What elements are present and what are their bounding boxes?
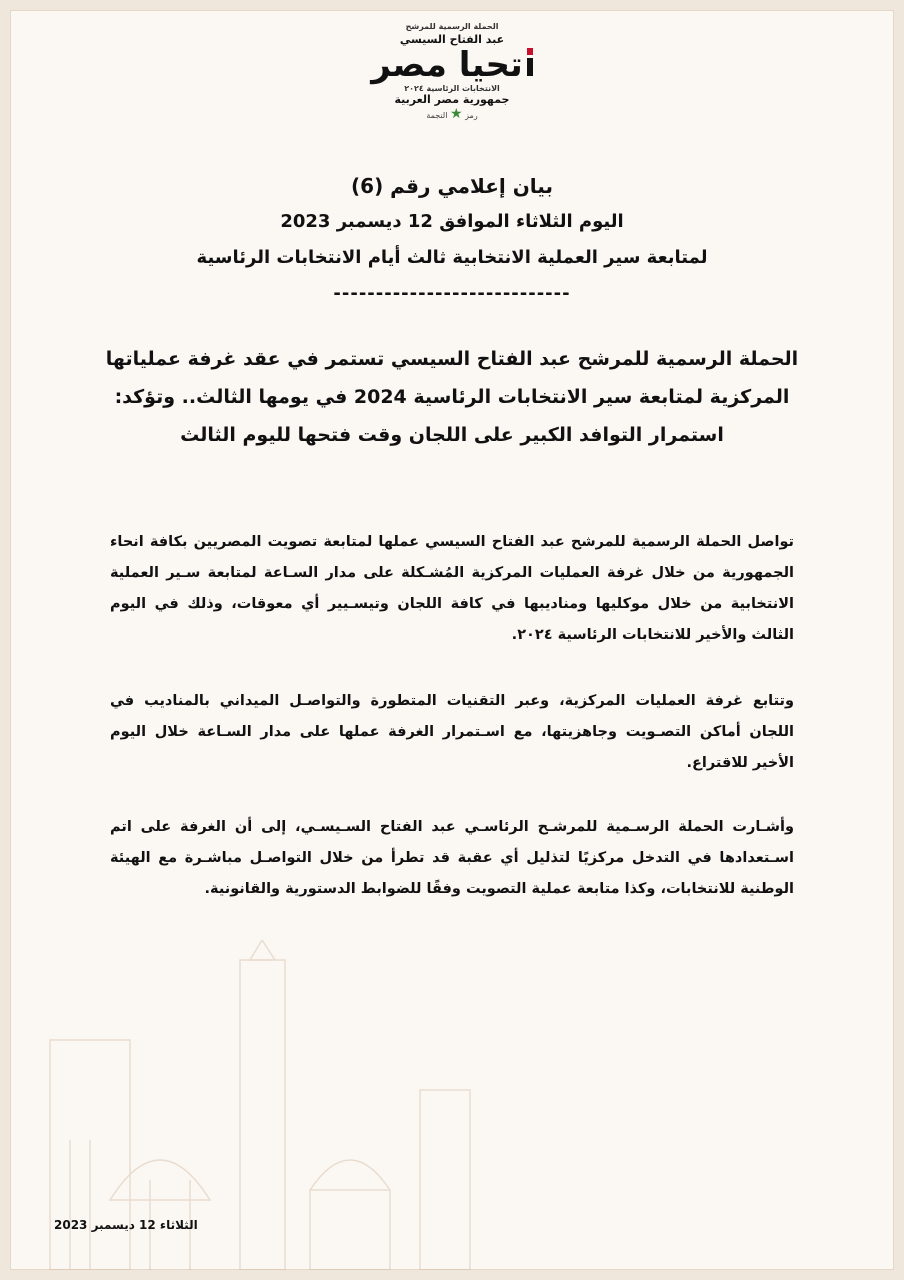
logo-campaign-line: الحملة الرسمية للمرشح xyxy=(405,22,499,31)
logo-slogan: تحيا مصر xyxy=(371,45,523,85)
logo-candidate-name: عبد الفتاح السيسي xyxy=(399,33,505,46)
campaign-logo xyxy=(352,22,552,122)
statement-date: اليوم الثلاثاء الموافق 12 ديسمبر 2023 xyxy=(280,211,624,232)
logo-slogan-wrap xyxy=(352,46,552,84)
lead-headline: الحملة الرسمية للمرشح عبد الفتاح السيسي تستمر في عقد غرفة عملياتها المركزية لمتابعة سير الانتخابات الرئاسية 2024 في يومها الثالث.. وتؤكد: استمرار التوافد الكبير على اللجان وقت فتحها لليوم الثالث xyxy=(105,348,799,446)
body-paragraph-2: وتتابع غرفة العمليات المركزية، وعبر التقنيات المتطورة والتواصـل الميداني بالمناديب في اللجان أماكن التصـويت وجاهزيتها، مع اسـتمرار الغرفة عملها على مدار السـاعة خلال اليوم الأخير للاقتراع. xyxy=(110,693,794,771)
statement-subject: لمتابعة سير العملية الانتخابية ثالث أيام الانتخابات الرئاسية xyxy=(196,247,708,268)
symbol-label: رمز xyxy=(465,111,478,120)
body-paragraph-3: وأشـارت الحملة الرسـمية للمرشـح الرئاسـي عبد الفتاح السـيسـي، إلى أن الغرفة على اتم اسـتعدادها في التدخل مركزيًا لتذليل أي عقبة قد تطرأ من خلال التواصـل مباشـرة مع الهيئة الوطنية للانتخابات، وكذا متابعة عملية التصويت وفقًا للضوابط الدستورية والقانونية. xyxy=(110,819,794,897)
separator: ---------------------------- xyxy=(333,283,571,304)
statement-title: بيان إعلامي رقم (6) xyxy=(351,174,553,198)
logo-elections-line: الانتخابات الرئاسية ٢٠٢٤ xyxy=(404,84,500,93)
star-icon: ★ xyxy=(450,106,463,122)
body-paragraph-1: تواصل الحملة الرسمية للمرشح عبد الفتاح السيسي عملها لمتابعة تصويت المصريين بكافة انحاء الجمهورية من خلال غرفة العمليات المركزية المُشـكلة على مدار السـاعة لمتابعة سـير العملية الانتخابية من خلال موكليها ومناديبها في كافة اللجان وتيسـيير أي معوقات، وذلك في اليوم الثالث والأخير للانتخابات الرئاسية ٢٠٢٤. xyxy=(110,534,794,643)
footer-date: الثلاثاء 12 ديسمبر 2023 xyxy=(54,1218,198,1232)
logo-country: جمهورية مصر العربية xyxy=(394,93,510,106)
symbol-name: النجمة xyxy=(426,111,448,120)
logo-symbol xyxy=(352,106,552,122)
logo-mark-icon xyxy=(527,58,533,76)
statement-header xyxy=(100,168,804,312)
